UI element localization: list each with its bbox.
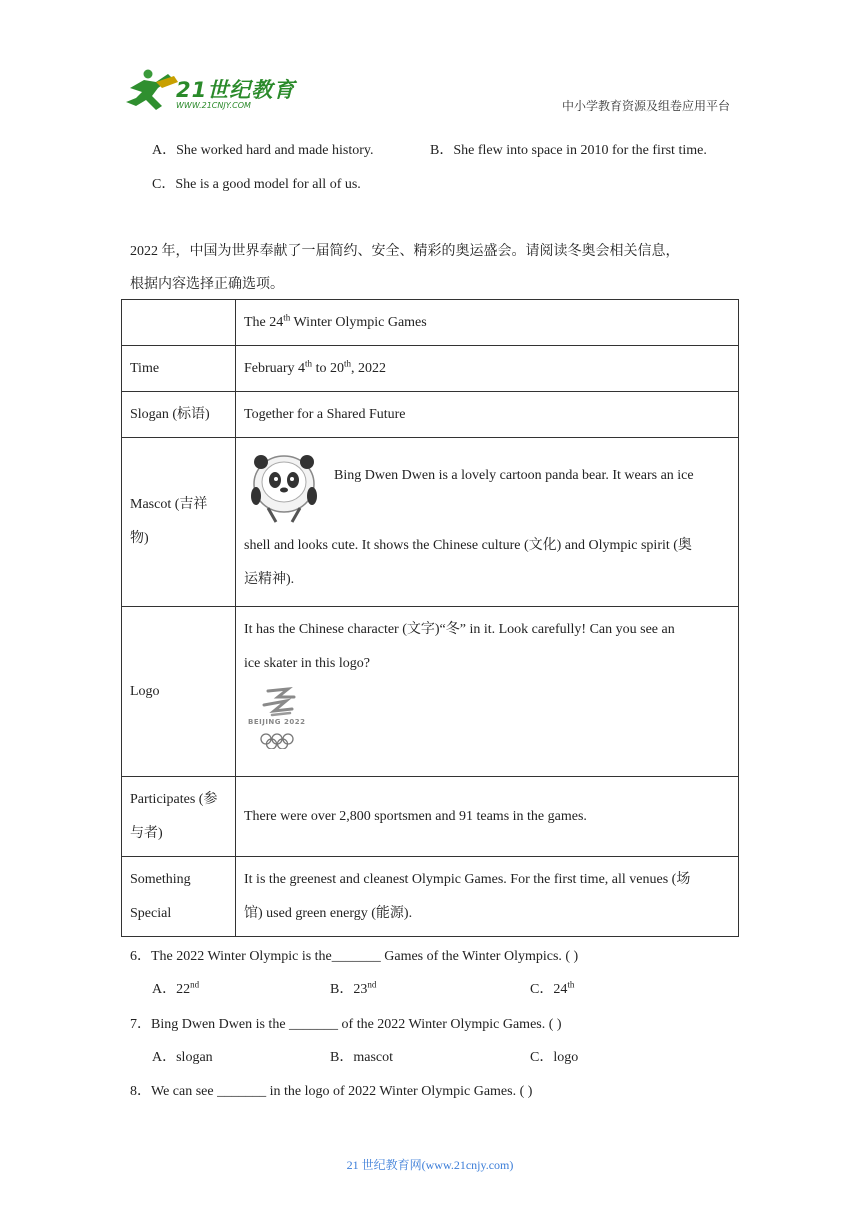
- q6-a-sup: nd: [190, 979, 200, 990]
- logo-url: WWW.21CNJY.COM: [176, 101, 251, 110]
- table-row: [122, 392, 739, 438]
- table-row: [122, 346, 739, 392]
- site-logo: [122, 66, 296, 116]
- q6-a-text: A．22: [152, 982, 191, 997]
- emblem-caption: BEIJING 2022: [248, 718, 306, 726]
- q6-b-text: B．23: [330, 982, 368, 997]
- prev-option-c: C．She is a good model for all of us.: [152, 177, 361, 192]
- time-value: [236, 346, 739, 392]
- mascot-text-3: 运精神).: [244, 572, 295, 587]
- q6-c-sup: th: [567, 979, 575, 990]
- mascot-label-2: 物): [130, 531, 149, 546]
- special-label: [122, 857, 236, 937]
- slogan-value: Together for a Shared Future: [236, 392, 739, 438]
- header-platform-text: 中小学教育资源及组卷应用平台: [561, 99, 730, 113]
- mascot-label-1: Mascot (吉祥: [130, 497, 208, 512]
- q6-option-a: [152, 978, 199, 998]
- participates-value: There were over 2,800 sportsmen and 91 teams in the games.: [236, 777, 739, 857]
- time-sup1: th: [305, 357, 313, 368]
- time-c: , 2022: [350, 360, 386, 376]
- intro-line-1: 2022 年，中国为世界奉献了一届简约、安全、精彩的奥运盛会。请阅读冬奥会相关信息，: [130, 244, 680, 259]
- slogan-label: Slogan (标语): [122, 392, 236, 438]
- empty-cell: [122, 300, 236, 346]
- table-title-post: Winter Olympic Games: [290, 314, 427, 330]
- q7-option-b: B．mascot: [330, 1050, 393, 1065]
- q7-option-c: C．logo: [530, 1050, 579, 1065]
- q6-option-b: [330, 978, 376, 998]
- logo-text-2: ice skater in this logo?: [244, 656, 370, 671]
- mascot-label: [122, 438, 236, 607]
- q6-b-sup: nd: [367, 979, 377, 990]
- special-text-2: 馆) used green energy (能源).: [244, 905, 413, 921]
- special-cell: [236, 857, 739, 937]
- logo-cell: [236, 607, 739, 777]
- q6-option-c: [530, 978, 574, 998]
- intro-line-2: 根据内容选择正确选项。: [130, 277, 284, 292]
- special-text-1: It is the greenest and cleanest Olympic Games. For the first time, all venues (场: [244, 871, 691, 887]
- time-sup2: th: [343, 357, 351, 368]
- logo-text: 21世纪教育: [176, 78, 296, 102]
- participates-label-1: Participates (参: [130, 791, 218, 807]
- table-row: [122, 607, 739, 777]
- q7-option-a: A．slogan: [152, 1050, 213, 1065]
- participates-label: [122, 777, 236, 857]
- time-a: February 4: [244, 360, 306, 376]
- logo-text-1: It has the Chinese character (文字)“冬” in it. Look carefully! Can you see an: [244, 622, 675, 637]
- table-title-pre: The 24: [244, 314, 284, 330]
- mascot-text-1: Bing Dwen Dwen is a lovely cartoon panda bear. It wears an ice: [334, 468, 694, 483]
- logo-label: Logo: [122, 607, 236, 777]
- special-label-2: Special: [130, 905, 172, 921]
- time-label: Time: [122, 346, 236, 392]
- panda-mascot-icon: [246, 452, 324, 524]
- question-7: 7．Bing Dwen Dwen is the _______ of the 2022 Winter Olympic Games. ( ): [130, 1017, 562, 1032]
- question-8: 8．We can see _______ in the logo of 2022 Winter Olympic Games. ( ): [130, 1084, 533, 1099]
- table-row: [122, 857, 739, 937]
- table-title-cell: [236, 300, 739, 346]
- olympics-info-table: [121, 299, 739, 937]
- question-6: 6．The 2022 Winter Olympic is the_______ Games of the Winter Olympics. ( ): [130, 949, 579, 964]
- page-footer: 21 世纪教育网(www.21cnjy.com): [346, 1158, 514, 1172]
- table-row: [122, 300, 739, 346]
- q6-c-text: C．24: [530, 982, 568, 997]
- special-label-1: Something: [130, 871, 191, 887]
- table-title-sup: th: [283, 311, 291, 322]
- table-row: [122, 777, 739, 857]
- time-b: to 20: [312, 360, 344, 376]
- prev-option-b: B．She flew into space in 2010 for the first time.: [430, 143, 707, 158]
- participates-label-2: 与者): [130, 825, 163, 841]
- mascot-text-2: shell and looks cute. It shows the Chinese culture (文化) and Olympic spirit (奥: [244, 538, 692, 553]
- table-row: [122, 438, 739, 607]
- prev-option-a: A．She worked hard and made history.: [152, 143, 374, 158]
- mascot-cell: [236, 438, 739, 607]
